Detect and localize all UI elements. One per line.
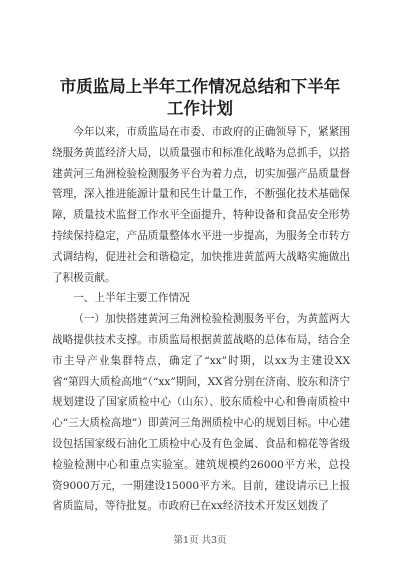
document-body	[52, 122, 350, 517]
page-footer: 第1页 共3页	[173, 535, 227, 546]
section-paragraph: （一）加快搭建黄河三角洲检验检测服务平台，为黄蓝两大战略提供技术支撑。市质监局根据黄蓝战略的总体布局，结合全市主导产业集群特点，确定了“xx”时期，以xx为主建设XX省“第四大质检高地”（“xx”期间，XX省分别在济南、胶东和济宁规划建设了国家质检中心（山东）、胶东质检中心和鲁南质检中心“三大质检高地”）即黄河三角洲质检中心的规划目标。中心建设包括国家级石油化工质检中心及有色金属、食品和棉花等省级检验检测中心和重点实验室。建筑规模约26000平方米，总投资9000万元，一期建设15000平方米。目前，建设请示已上报省质监局，等待批复。市政府已在xx经济技术开发区划拨了	[52, 313, 350, 513]
intro-paragraph: 今年以来，市质监局在市委、市政府的正确领导下，紧紧围绕服务黄蓝经济大局，以质量强市和标准化战略为总抓手，以搭建黄河三角洲检验检测服务平台为着力点，切实加强产品质量督管理，深入推进能源计量和民生计量工作，不断强化技术基础保障，质量技术监督工作水平全面提升，特种设备和食品安全形势持续保持稳定，产品质量整体水平进一步提高，为服务全市转方式调结构，促进社会和谐稳定，加快推进黄蓝两大战略实施做出了积极贡献。	[52, 126, 350, 284]
document-title: 市质监局上半年工作情况总结和下半年工作计划	[59, 77, 341, 118]
section-heading: 一、上半年主要工作情况	[73, 292, 190, 305]
